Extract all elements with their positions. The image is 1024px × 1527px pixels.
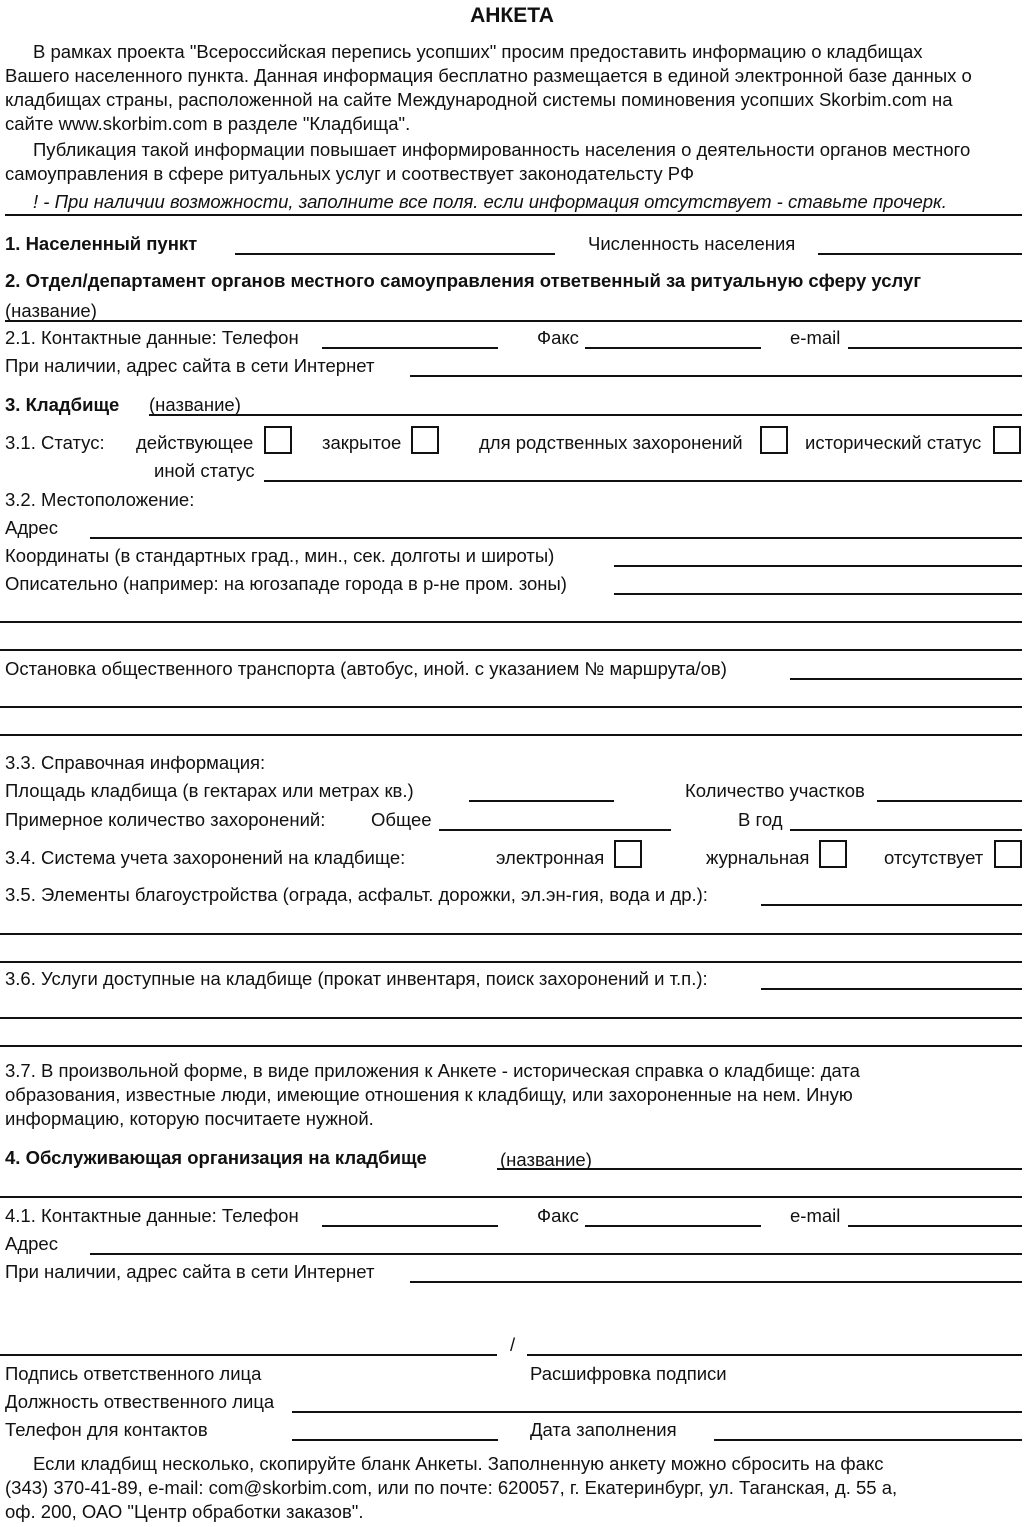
fill-instructions: ! - При наличии возможности, заполните все поля. если информация отсутствует - ставьте прочерк. — [33, 191, 947, 212]
department-label: 2. Отдел/департамент органов местного самоуправления ответвенный за ритуальную сферу услуг — [5, 270, 922, 291]
history-line-2: образования, известные люди, имеющие отношения к кладбищу, или захороненные на нем. Иную — [5, 1084, 853, 1105]
footer-line-1: Если кладбищ несколько, скопируйте бланк Анкеты. Заполненную анкету можно сбросить на факс — [33, 1453, 884, 1474]
intro-line-4: сайте www.skorbim.com в разделе "Кладбища". — [5, 113, 411, 134]
dept-fax-label: Факс — [537, 327, 579, 348]
signature-field[interactable] — [0, 1354, 497, 1356]
improvements-field-extra-1[interactable] — [0, 933, 1022, 935]
form-title: АНКЕТА — [470, 4, 554, 27]
status-active-checkbox[interactable] — [264, 426, 292, 454]
status-family-label: для родственных захоронений — [479, 432, 743, 453]
history-line-1: 3.7. В произвольной форме, в виде приложения к Анкете - историческая справка о кладбище: дата — [5, 1060, 860, 1081]
cemetery-name-hint: (название) — [149, 394, 241, 415]
burials-per-year-field[interactable] — [790, 829, 1022, 831]
dept-website-label: При наличии, адрес сайта в сети Интернет — [5, 355, 375, 376]
service-org-name-field-extra[interactable] — [0, 1196, 1022, 1198]
accounting-none-checkbox[interactable] — [994, 840, 1022, 868]
service-org-name-field[interactable] — [497, 1168, 1022, 1170]
area-field[interactable] — [469, 800, 614, 802]
service-org-label: 4. Обслуживающая организация на кладбище — [5, 1147, 427, 1168]
org-address-label: Адрес — [5, 1233, 58, 1254]
services-field[interactable] — [761, 988, 1022, 990]
contact-phone-label: Телефон для контактов — [5, 1419, 208, 1440]
services-field-extra-1[interactable] — [0, 1017, 1022, 1019]
org-email-label: e-mail — [790, 1205, 841, 1226]
fill-date-field[interactable] — [714, 1439, 1022, 1441]
dept-fax-field[interactable] — [585, 347, 761, 349]
org-phone-field[interactable] — [322, 1225, 498, 1227]
cemetery-name-field[interactable] — [149, 414, 1022, 416]
status-family-checkbox[interactable] — [760, 426, 788, 454]
cemetery-address-label: Адрес — [5, 517, 58, 538]
divider — [5, 214, 1022, 216]
burials-total-field[interactable] — [439, 829, 671, 831]
service-org-name-hint: (название) — [500, 1149, 592, 1170]
accounting-journal-label: журнальная — [706, 847, 810, 868]
improvements-label: 3.5. Элементы благоустройства (ограда, асфальт. дорожки, эл.эн-гия, вода и др.): — [5, 884, 708, 905]
burials-per-year-label: В год — [738, 809, 783, 830]
dept-email-field[interactable] — [848, 347, 1022, 349]
location-label: 3.2. Местоположение: — [5, 489, 195, 510]
footer-line-2: (343) 370-41-89, e-mail: com@skorbim.com, или по почте: 620057, г. Екатеринбург, ул. Таганская, д. 55 а, — [5, 1477, 898, 1498]
status-other-label: иной статус — [154, 460, 255, 481]
org-fax-field[interactable] — [585, 1225, 761, 1227]
status-historic-label: исторический статус — [805, 432, 982, 453]
department-name-hint: (название) — [5, 300, 97, 321]
transport-field-extra-1[interactable] — [0, 706, 1022, 708]
description-label: Описательно (например: на югозападе города в р-не пром. зоны) — [5, 573, 567, 594]
population-label: Численность населения — [588, 233, 796, 254]
area-label: Площадь кладбища (в гектарах или метрах кв.) — [5, 780, 414, 801]
signature-decode-label: Расшифровка подписи — [530, 1363, 727, 1384]
signature-label: Подпись ответственного лица — [5, 1363, 262, 1384]
fill-date-label: Дата заполнения — [530, 1419, 677, 1440]
org-website-label: При наличии, адрес сайта в сети Интернет — [5, 1261, 375, 1282]
status-other-field[interactable] — [264, 480, 1022, 482]
transport-label: Остановка общественного транспорта (автобус, иной. с указанием № маршрута/ов) — [5, 658, 727, 679]
org-website-field[interactable] — [410, 1281, 1022, 1283]
status-closed-label: закрытое — [322, 432, 402, 453]
accounting-label: 3.4. Система учета захоронений на кладбище: — [5, 847, 406, 868]
cemetery-address-field[interactable] — [90, 537, 1022, 539]
contact-phone-field[interactable] — [292, 1439, 498, 1441]
status-active-label: действующее — [136, 432, 254, 453]
dept-phone-field[interactable] — [322, 347, 498, 349]
population-field[interactable] — [818, 253, 1022, 255]
transport-field[interactable] — [790, 678, 1022, 680]
dept-contacts-phone-label: 2.1. Контактные данные: Телефон — [5, 327, 299, 348]
footer-line-3: оф. 200, ОАО "Центр обработки заказов". — [5, 1501, 364, 1522]
burials-label: Примерное количество захоронений: — [5, 809, 326, 830]
status-label: 3.1. Статус: — [5, 432, 105, 453]
position-label: Должность отвественного лица — [5, 1391, 275, 1412]
improvements-field-extra-2[interactable] — [0, 961, 1022, 963]
transport-field-extra-2[interactable] — [0, 734, 1022, 736]
accounting-electronic-label: электронная — [496, 847, 605, 868]
intro-line-2: Вашего населенного пункта. Данная информация бесплатно размещается в единой электронной базе данных о — [5, 65, 972, 86]
accounting-journal-checkbox[interactable] — [819, 840, 847, 868]
position-field[interactable] — [292, 1411, 1022, 1413]
signature-decode-field[interactable] — [527, 1354, 1022, 1356]
intro-line-3: кладбищах страны, расположенной на сайте Международной системы поминовения усопших Skorbim.com на — [5, 89, 953, 110]
dept-website-field[interactable] — [410, 375, 1022, 377]
settlement-field[interactable] — [235, 253, 555, 255]
status-historic-checkbox[interactable] — [993, 426, 1021, 454]
plots-label: Количество участков — [685, 780, 865, 801]
coordinates-field[interactable] — [614, 565, 1022, 567]
reference-info-label: 3.3. Справочная информация: — [5, 752, 266, 773]
services-label: 3.6. Услуги доступные на кладбище (прокат инвентаря, поиск захоронений и т.п.): — [5, 968, 708, 989]
department-name-field[interactable] — [5, 320, 1022, 322]
improvements-field[interactable] — [761, 904, 1022, 906]
accounting-electronic-checkbox[interactable] — [614, 840, 642, 868]
cemetery-label: 3. Кладбище — [5, 394, 120, 415]
dept-email-label: e-mail — [790, 327, 841, 348]
intro-line-5: Публикация такой информации повышает информированность населения о деятельности органов местного — [33, 139, 971, 160]
org-contacts-phone-label: 4.1. Контактные данные: Телефон — [5, 1205, 299, 1226]
services-field-extra-2[interactable] — [0, 1045, 1022, 1047]
settlement-label: 1. Населенный пункт — [5, 233, 198, 254]
org-fax-label: Факс — [537, 1205, 579, 1226]
description-field-extra-2[interactable] — [0, 649, 1022, 651]
description-field-extra-1[interactable] — [0, 621, 1022, 623]
history-line-3: информацию, которую посчитаете нужной. — [5, 1108, 374, 1129]
org-email-field[interactable] — [848, 1225, 1022, 1227]
intro-line-1: В рамках проекта "Всероссийская перепись усопших" просим предоставить информацию о кладбищах — [33, 41, 923, 62]
description-field[interactable] — [614, 593, 1022, 595]
intro-line-6: самоуправления в сфере ритуальных услуг и соотвествует законодательсту РФ — [5, 163, 695, 184]
org-address-field[interactable] — [90, 1253, 1022, 1255]
accounting-none-label: отсутствует — [884, 847, 984, 868]
burials-total-label: Общее — [371, 809, 432, 830]
coordinates-label: Координаты (в стандартных град., мин., сек. долготы и широты) — [5, 545, 555, 566]
plots-field[interactable] — [877, 800, 1022, 802]
signature-slash: / — [510, 1334, 516, 1355]
status-closed-checkbox[interactable] — [411, 426, 439, 454]
